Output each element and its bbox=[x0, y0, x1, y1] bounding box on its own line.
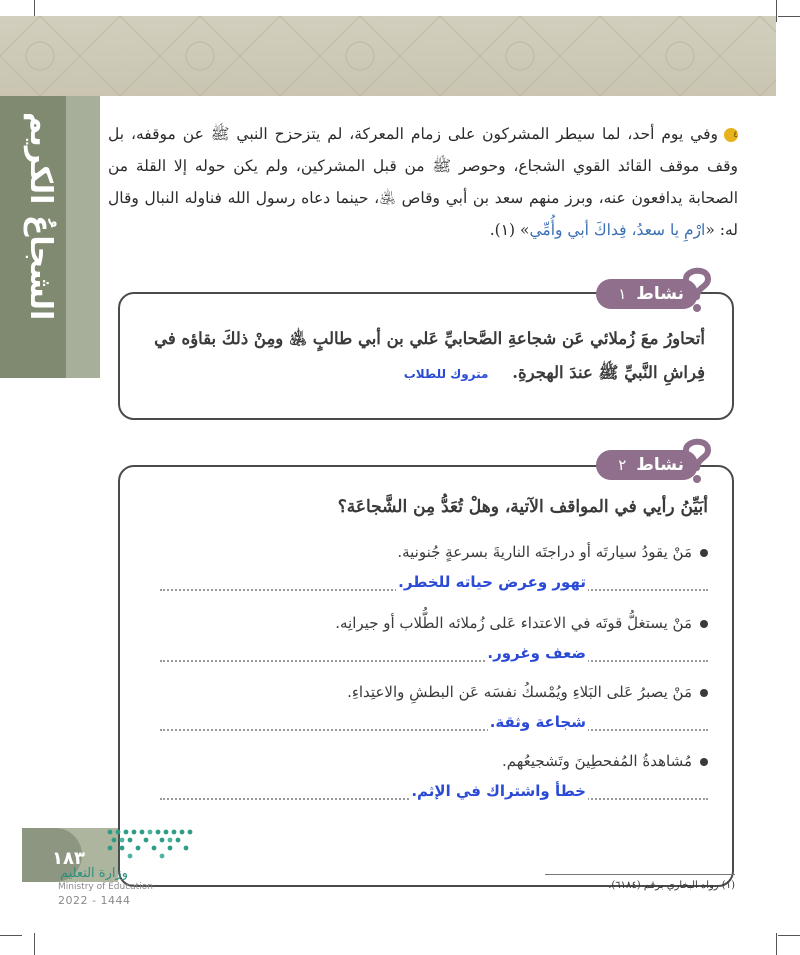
edition-year: 2022 - 1444 bbox=[58, 894, 131, 907]
paragraph-text: وفي يوم أحد، لما سيطر المشركون على زمام المعركة، لم يتزحزح النبي ﷺ عن موقفه، بل وقف موقف القائد القوي الشجاع، وحوصر ﷺ من قبل المشركين، ولم يكن حوله إلا القلة من الصحابة يدافعون عنه، وبرز منهم سعد بن أبي وقاص ﵁، حينما دعاه رسول الله فناوله النبال وقال له: « bbox=[108, 125, 738, 239]
list-item bbox=[160, 543, 708, 591]
item-answer: خطأ واشتراك في الإثم. bbox=[411, 782, 586, 800]
activity-1-tab bbox=[596, 279, 698, 309]
activity-2-box bbox=[118, 465, 734, 887]
crop-mark bbox=[778, 16, 800, 17]
answer-line bbox=[160, 638, 708, 662]
item-statement: مَنْ يستغلُّ قوتَه في الاعتداء عَلى زُملائه الطُّلاب أو جيرانِه. bbox=[335, 614, 692, 632]
crop-mark bbox=[776, 933, 777, 955]
activity-1-answer: متروك للطلاب bbox=[403, 367, 489, 381]
lesson-title: الشجاعُ الكريم bbox=[23, 112, 58, 321]
bullet-dot-icon bbox=[700, 620, 708, 628]
item-statement: مُشاهدةُ المُفحطِينَ وتَشجيعُهم. bbox=[501, 752, 692, 770]
question-mark-icon bbox=[680, 436, 714, 486]
list-item bbox=[160, 683, 708, 731]
item-statement: مَنْ يصبرُ عَلى البَلاءِ ويُمْسكُ نفسَه عَن البطشِ والاعتِداءِ. bbox=[347, 683, 692, 701]
footnote-divider bbox=[545, 874, 735, 875]
ministry-name-english: Ministry of Education bbox=[58, 882, 153, 892]
activity-label: نشاط bbox=[636, 455, 684, 475]
page-number: ١٨٣ bbox=[52, 848, 85, 869]
list-item bbox=[160, 614, 708, 662]
story-paragraph bbox=[108, 118, 738, 246]
activity-2-tab bbox=[596, 450, 698, 480]
paragraph-tail: » (١). bbox=[489, 221, 530, 239]
ministry-logo-icon bbox=[104, 826, 196, 862]
list-item bbox=[160, 752, 708, 800]
item-statement: مَنْ يقودُ سيارتَه أو دراجتَه الناريةَ بسرعةٍ جُنونية. bbox=[397, 543, 692, 561]
bullet-dot-icon bbox=[700, 689, 708, 697]
activity-1-prompt: أتحاورُ معَ زُملائي عَن شجاعةِ الصَّحابيِّ عَلي بن أبي طالبٍ ﵁ ومِنْ ذلكَ بقاؤه في فِراشِ النَّبيِّ ﷺ عندَ الهجرةِ. bbox=[154, 329, 705, 382]
crop-mark bbox=[778, 935, 800, 936]
answer-line bbox=[160, 776, 708, 800]
bullet-dot-icon bbox=[700, 758, 708, 766]
answer-line bbox=[160, 707, 708, 731]
top-decorative-band bbox=[0, 16, 776, 96]
crop-mark bbox=[0, 935, 22, 936]
hadith-quote: ارْمِ يا سعدُ، فِداكَ أبي وأُمِّي bbox=[529, 221, 706, 239]
item-answer: ضعف وغرور. bbox=[487, 644, 586, 662]
bullet-dot-icon bbox=[700, 549, 708, 557]
item-answer: تهور وعرض حياته للخطر. bbox=[398, 573, 586, 591]
number-bullet-icon: ٤ bbox=[724, 128, 738, 142]
item-answer: شجاعة وثقة. bbox=[489, 713, 586, 731]
footnote: (١) رواه البخاري برقم (٦١٨٤). bbox=[608, 880, 735, 891]
question-mark-icon bbox=[680, 265, 714, 315]
crop-mark bbox=[776, 0, 777, 22]
crop-mark bbox=[34, 933, 35, 955]
activity-label: نشاط bbox=[636, 284, 684, 304]
activity-1-text bbox=[140, 322, 705, 391]
answer-line bbox=[160, 567, 708, 591]
activity-number: ١ bbox=[618, 285, 627, 303]
activity-number: ٢ bbox=[618, 456, 627, 474]
geometric-pattern-icon bbox=[0, 16, 776, 96]
activity-2-question: أبَيِّنُ رأيي في المواقف الآتية، وهلْ تُعَدُّ مِن الشَّجاعَة؟ bbox=[337, 497, 708, 517]
ministry-name-arabic: وزارة التعليم bbox=[60, 866, 129, 881]
